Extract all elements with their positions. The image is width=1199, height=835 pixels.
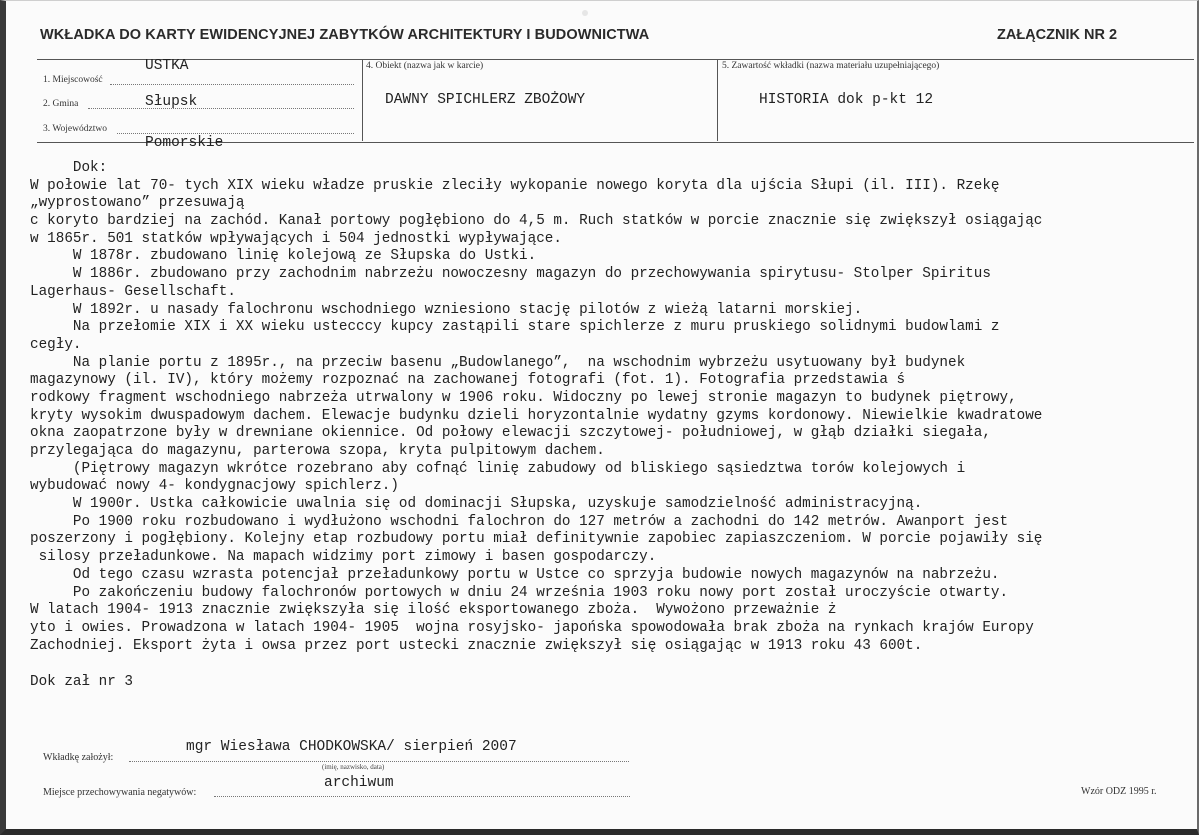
body-line: kryty wysokim dwuspadowym dachem. Elewacje budynku dzieli horyzontalnie wydatny gzyms kordonowy. Niewielkie kwadratowe — [30, 407, 1043, 424]
body-line: wybudować nowy 4- kondygnacjowy spichlerz.) — [30, 478, 399, 495]
body-line: Od tego czasu wzrasta potencjał przeładunkowy portu w Ustce co sprzyja budowie nowych magazynów na nabrzeżu. — [30, 566, 1000, 583]
miejsce-dotline — [214, 796, 630, 797]
body-line: W 1878r. zbudowano linię kolejową ze Słupska do Ustki. — [30, 248, 537, 265]
form-header-box — [37, 59, 1194, 143]
wkladke-dotline — [129, 761, 629, 762]
body-line: Po 1900 roku rozbudowano i wydłużono wschodni falochron do 127 metrów a zachodni do 142 metrów. Awanport jest — [30, 513, 1009, 530]
document-body — [30, 160, 1042, 655]
body-line: Po zakończeniu budowy falochronów portowych w dniu 24 września 1903 roku nowy port został uroczyście otwarty. — [30, 584, 1009, 601]
zawartosc-label: 5. Zawartość wkładki (nazwa materiału uzupełniającego) — [722, 61, 940, 71]
body-line: Lagerhaus- Gesellschaft. — [30, 283, 236, 300]
body-line: przylegająca do magazynu, parterowa szopa, kryta pulpitowym dachem. — [30, 443, 605, 459]
body-line: W latach 1904- 1913 znacznie zwiększyła się ilość eksportowanego zboża. Wywożono przeważnie ż — [30, 602, 837, 619]
miejscowosc-label: 1. Miejscowość — [43, 75, 103, 85]
attachment-number: ZAŁĄCZNIK NR 2 — [997, 27, 1118, 43]
body-line: Zachodniej. Eksport żyta i owsa przez port ustecki znacznie zwiększył się osiągając w 1913 roku 43 600t. — [30, 637, 923, 654]
body-line: W 1886r. zbudowano przy zachodnim nabrzeżu nowoczesny magazyn do przechowywania spirytusu- Stolper Spiritus — [30, 266, 991, 283]
wkladke-value: mgr Wiesława CHODKOWSKA/ sierpień 2007 — [186, 739, 517, 755]
wojewodztwo-label: 3. Województwo — [43, 124, 107, 134]
dok-zal-reference: Dok zał nr 3 — [30, 674, 133, 690]
form-divider-2 — [717, 59, 718, 141]
zawartosc-value: HISTORIA dok p-kt 12 — [759, 92, 934, 108]
body-line: okna zaopatrzone były w drewniane okiennice. Od połowy elewacji szczytowej- południowej, w głąb działki siegała, — [30, 425, 991, 442]
miejsce-value: archiwum — [324, 775, 394, 791]
body-line: W połowie lat 70- tych XIX wieku władze pruskie zleciły wykopanie nowego koryta dla ujścia Słupi (il. III). Rzekę — [30, 177, 1000, 194]
body-line: yto i owies. Prowadzona w latach 1904- 1905 wojna rosyjsko- japońska spowodowała brak zboża na rynkach krajów Europy — [30, 619, 1034, 636]
body-line: W 1892r. u nasady falochronu wschodniego wzniesiono stację pilotów z wieżą latarni morskiej. — [30, 301, 863, 318]
miejscowosc-value: USTKA — [145, 58, 189, 74]
document-title: WKŁADKA DO KARTY EWIDENCYJNEJ ZABYTKÓW ARCHITEKTURY I BUDOWNICTWA — [40, 27, 650, 43]
body-line: Na przełomie XIX i XX wieku ustecccy kupcy zastąpili stare spichlerze z muru pruskiego solidnymi budowlami z — [30, 319, 1000, 336]
gmina-label: 2. Gmina — [43, 99, 79, 109]
body-line: Dok: — [30, 160, 108, 176]
body-line: „wyprostowano” przesuwają — [30, 195, 245, 212]
form-divider-1 — [362, 59, 363, 141]
body-line: silosy przeładunkowe. Na mapach widzimy port zimowy i basen gospodarczy. — [30, 549, 657, 566]
paper-speck — [582, 10, 588, 16]
body-line: rodkowy fragment wschodniego nabrzeża utrwalony w 1906 roku. Widoczny po lewej stronie magazyn to budynek piętrowy, — [30, 389, 1017, 406]
body-line: poszerzony i pogłębiony. Kolejny etap rozbudowy portu miał definitywnie zapobiec zapiaszczeniom. W porcie pojawiły się — [30, 531, 1043, 548]
wojewodztwo-value: Pomorskie — [145, 135, 224, 151]
wojewodztwo-dotline — [117, 133, 354, 134]
obiekt-value: DAWNY SPICHLERZ ZBOŻOWY — [385, 92, 586, 108]
body-line: W 1900r. Ustka całkowicie uwalnia się od dominacji Słupska, uzyskuje samodzielność administracyjną. — [30, 496, 923, 513]
body-line: w 1865r. 501 statków wpływających i 504 jednostki wypływające. — [30, 230, 562, 247]
wkladke-sublabel: (imię, nazwisko, data) — [322, 763, 385, 771]
miejsce-label: Miejsce przechowywania negatywów: — [43, 787, 197, 798]
body-line: c koryto bardziej na zachód. Kanał portowy pogłębiono do 4,5 m. Ruch statków w porcie znacznie się zwiększył osiągając — [30, 213, 1043, 230]
obiekt-label: 4. Obiekt (nazwa jak w karcie) — [366, 61, 484, 71]
body-line: cegły. — [30, 336, 82, 353]
body-line: Na planie portu z 1895r., na przeciw basenu „Budowlanego”, na wschodnim wybrzeżu usytuowany był budynek — [30, 354, 966, 371]
body-line: magazynowy (il. IV), który możemy rozpoznać na zachowanej fotografi (fot. 1). Fotografia przedstawia ś — [30, 372, 906, 389]
gmina-dotline — [88, 108, 354, 109]
miejscowosc-dotline — [110, 84, 354, 85]
body-line: (Piętrowy magazyn wkrótce rozebrano aby cofnąć linię zabudowy od bliskiego sąsiedztwa torów kolejowych i — [30, 460, 966, 477]
gmina-value: Słupsk — [145, 94, 198, 110]
wkladke-label: Wkładkę założył: — [43, 752, 114, 763]
form-template-version: Wzór ODZ 1995 r. — [1081, 786, 1157, 797]
